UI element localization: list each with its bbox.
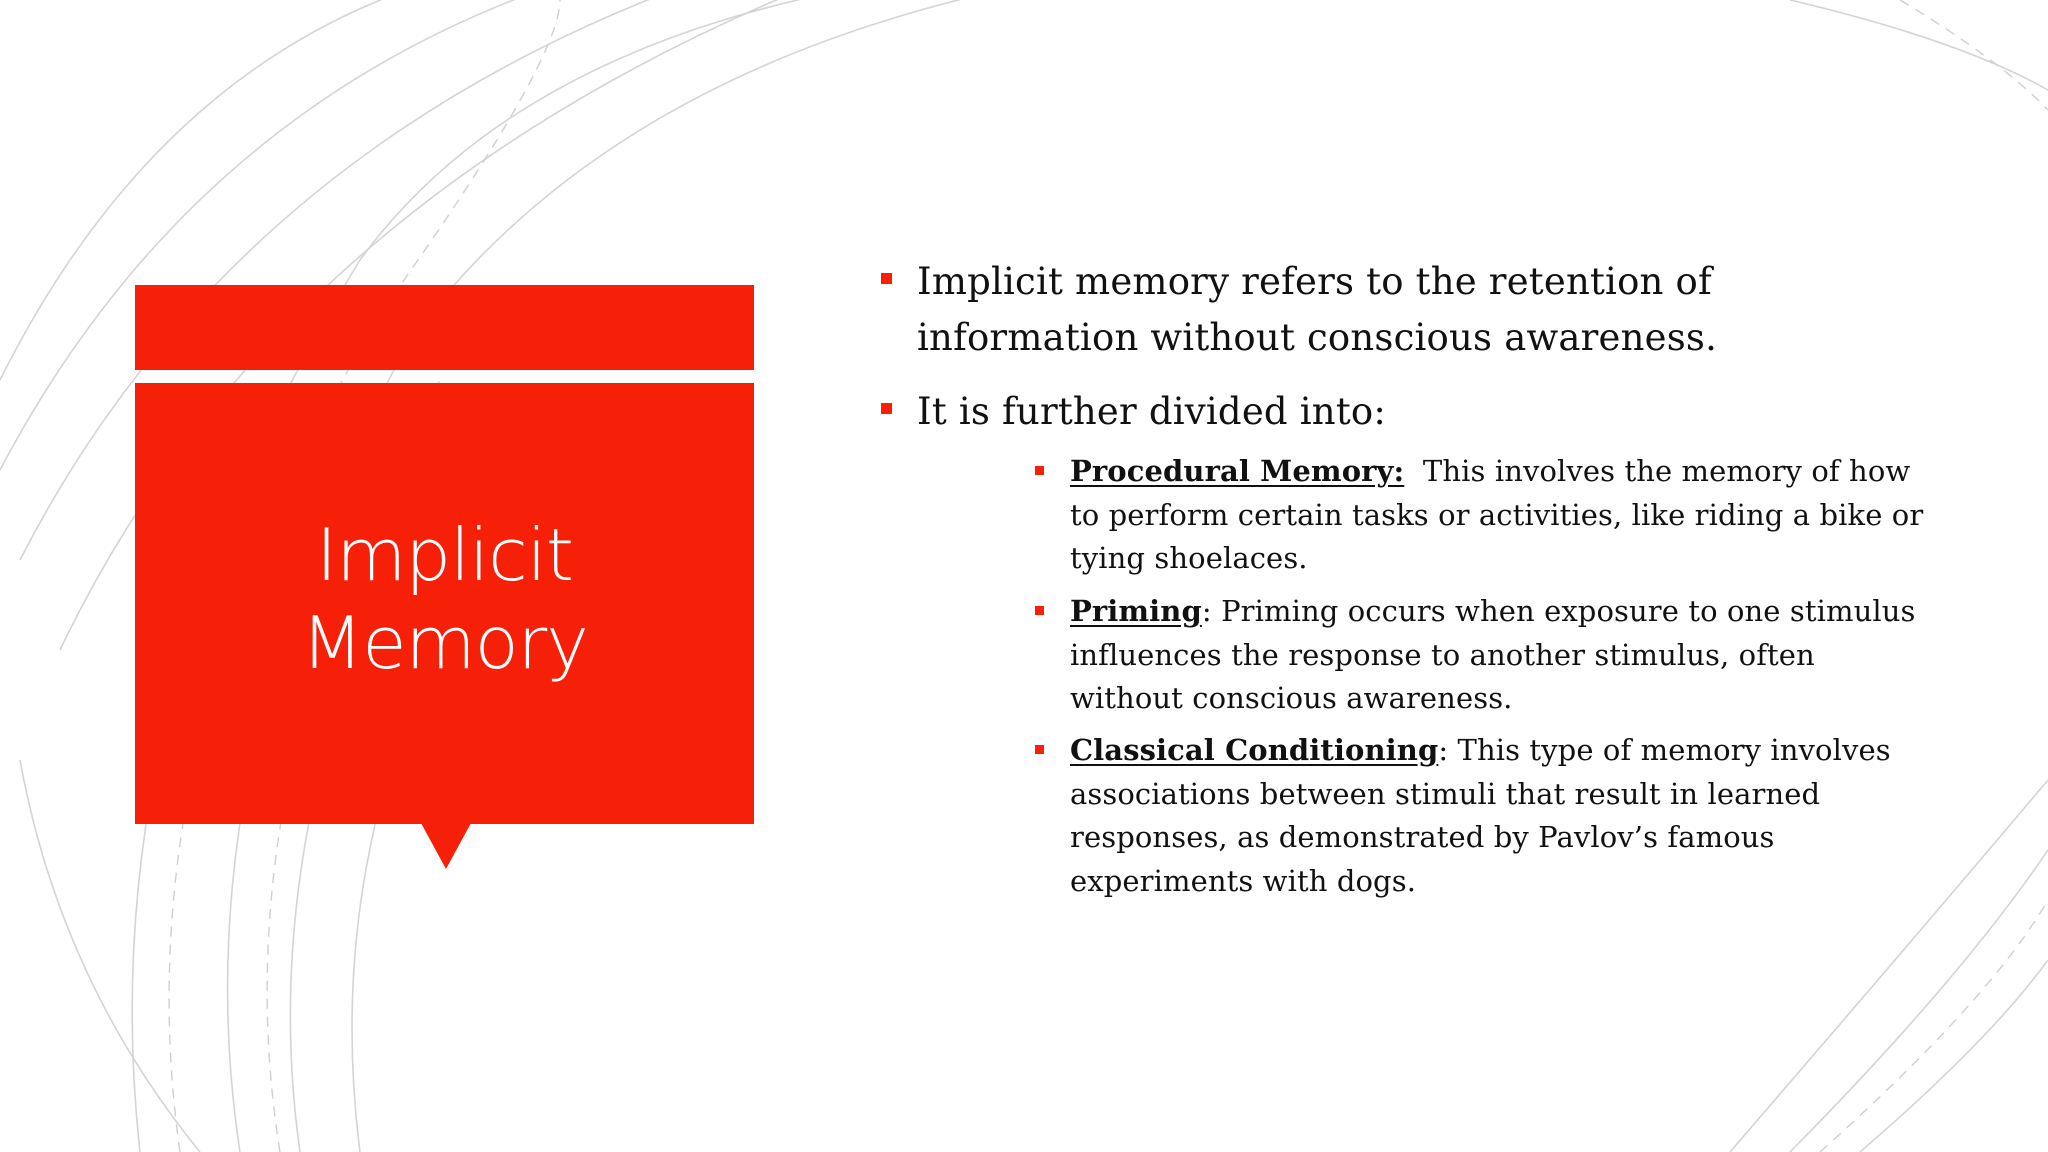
term-priming: Priming (1070, 594, 1202, 628)
description-procedural-memory: This involves the memory of how to perform certain tasks or activities, like riding a bike or tying shoelaces. (1070, 454, 1933, 575)
slide-title: Implicit Memory (301, 512, 588, 685)
square-bullet-icon (881, 273, 892, 284)
sub-bullet-priming (1035, 590, 1930, 721)
sub-bullet-text (1070, 729, 1930, 903)
term-classical-conditioning: Classical Conditioning (1070, 733, 1439, 767)
bullet-implicit-definition (881, 254, 1917, 366)
sub-bullet-classical-conditioning (1035, 729, 1930, 903)
square-bullet-icon (881, 403, 892, 414)
description-classical-conditioning: : This type of memory involves associations between stimuli that result in learned responses, as demonstrated by Pavlov’s famous experiments with dogs. (1070, 733, 1891, 898)
bullet-text: It is further divided into: (917, 390, 1387, 433)
bullet-text: Implicit memory refers to the retention of information without conscious awareness. (917, 260, 1718, 359)
sub-bullet-text (1070, 590, 1930, 721)
term-procedural-memory: Procedural Memory: (1070, 454, 1405, 488)
bullet-divided-into (881, 384, 1917, 440)
description-priming: : Priming occurs when exposure to one stimulus influences the response to another stimulus, often without conscious awareness. (1070, 594, 1916, 715)
sub-bullet-text (1070, 450, 1933, 581)
sub-bullet-procedural-memory (1035, 450, 1933, 581)
square-bullet-icon (1035, 745, 1044, 754)
square-bullet-icon (1035, 466, 1044, 475)
square-bullet-icon (1035, 606, 1044, 615)
